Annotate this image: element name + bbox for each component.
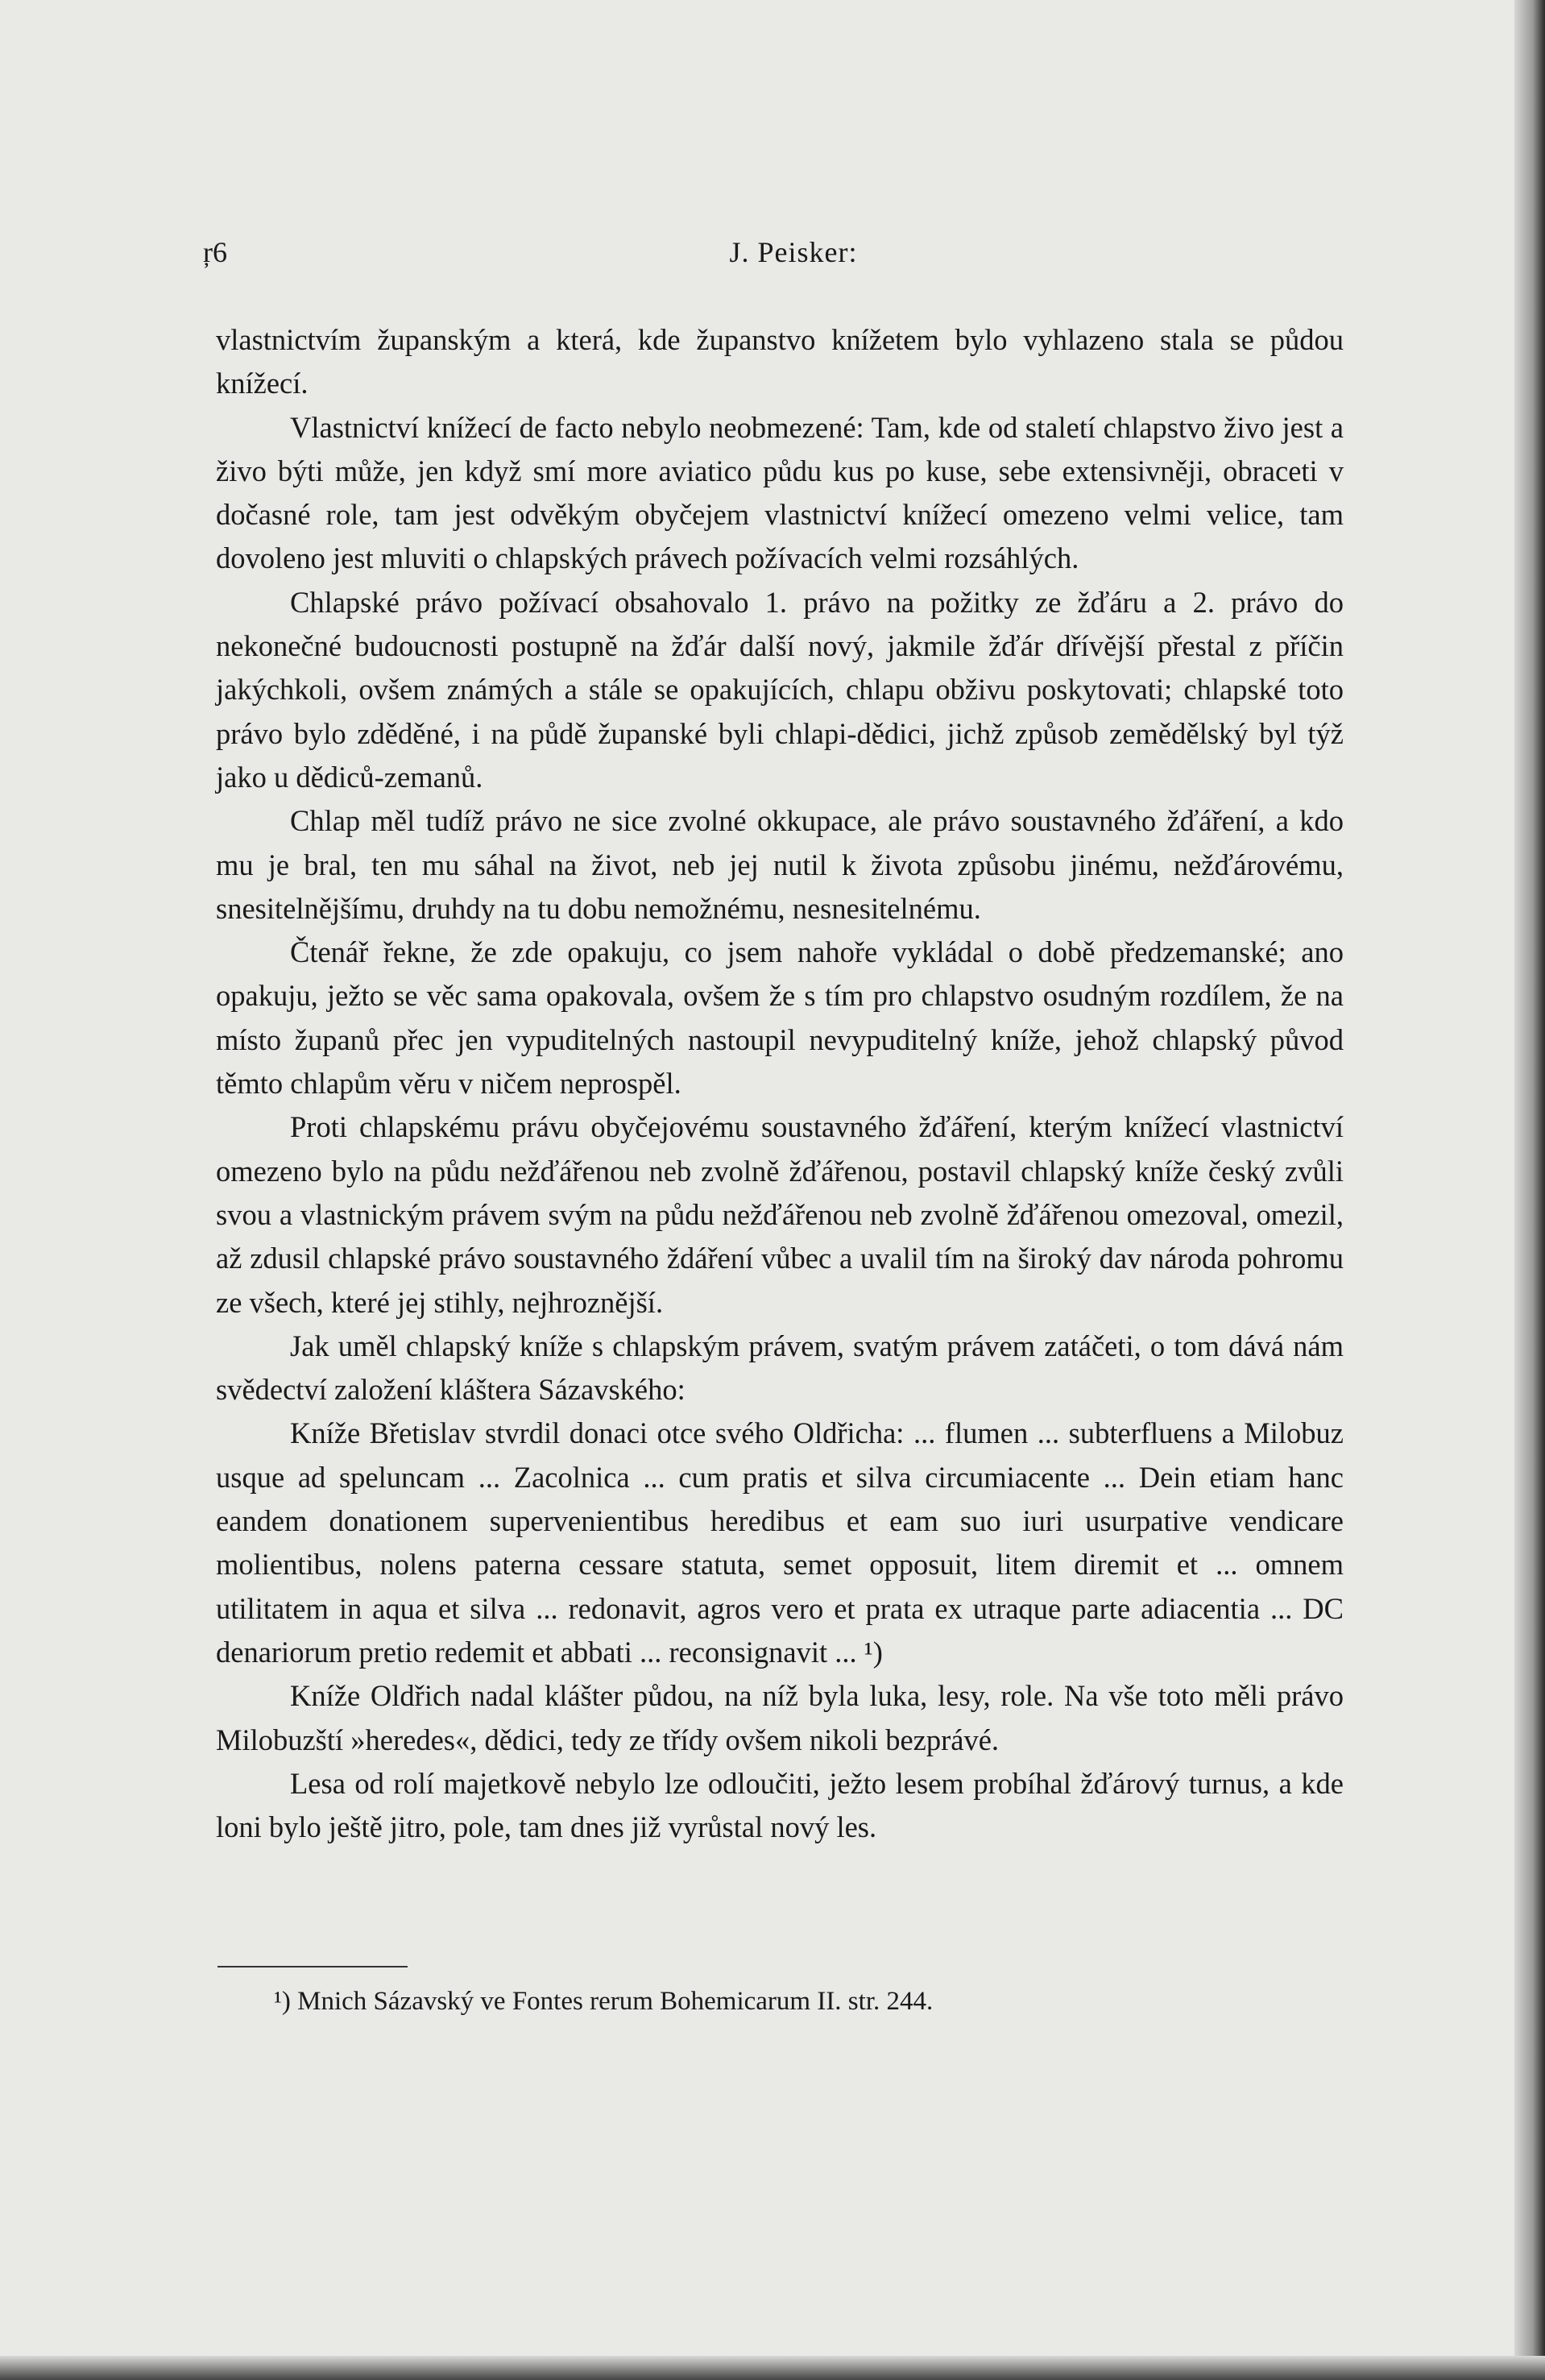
running-title: J. Peisker: bbox=[729, 236, 858, 268]
running-header bbox=[203, 235, 1384, 276]
page-number: ŗ6 bbox=[203, 236, 227, 268]
paragraph: vlastnictvím županským a která, kde županstvo knížetem bylo vyhlazeno stala se půdou knížecí. bbox=[216, 323, 1344, 400]
paragraph: Kníže Břetislav stvrdil donaci otce svého Oldřicha: ... flumen ... subterfluens a Milobuz usque ad speluncam ... Zacolnica ... cum pratis et silva circumiacente ... Dein etiam hanc eandem donationem supervenientibus heredibus et eam suo iuri usurpative vendicare molientibus, nolens paterna cessare statuta, semet opposuit, litem diremit et ... omnem utilitatem in aqua et silva ... redonavit, agros vero et prata ex utraque parte adiacentia ... DC denariorum pretio redemit et abbati ... reconsignavit ... ¹) bbox=[216, 1416, 1344, 1669]
page-edge-shadow bbox=[1514, 0, 1545, 2380]
paragraph: Chlapské právo požívací obsahovalo 1. právo na požitky ze žďáru a 2. právo do nekonečné budoucnosti postupně na žďár další nový, jakmile žďár dřívější přestal z příčin jakýchkoli, ovšem známých a stále se opakujících, chlapu obživu poskytovati; chlapské toto právo bylo zděděné, i na půdě županské byli chlapi-dědici, jichž způsob zemědělský byl týž jako u dědiců-zemanů. bbox=[216, 585, 1344, 794]
paragraph: Proti chlapskému právu obyčejovému soustavného žďáření, kterým knížecí vlastnictví omezeno bylo na půdu nežďářenou neb zvolně žďářenou, postavil chlapský kníže český zvůli svou a vlastnickým právem svým na půdu nežďářenou neb zvolně žďářenou omezoval, omezil, až zdusil chlapské právo soustavného ždáření vůbec a uvalil tím na široký dav národa pohromu ze všech, které jej stihly, nejhroznější. bbox=[216, 1110, 1344, 1319]
paragraph: Čtenář řekne, že zde opakuju, co jsem nahoře vykládal o době předzemanské; ano opakuju, ježto se věc sama opakovala, ovšem že s tím pro chlapstvo osudným rozdílem, že na místo županů přec jen vypuditelných nastoupil nevypuditelný kníže, jehož chlapský původ těmto chlapům věru v ničem neprospěl. bbox=[216, 935, 1344, 1101]
page-edge-shadow-bottom bbox=[0, 2356, 1545, 2380]
body-text bbox=[216, 318, 1344, 1849]
paragraph: Jak uměl chlapský kníže s chlapským právem, svatým právem zatáčeti, o tom dává nám svědectví založení kláštera Sázavského: bbox=[216, 1329, 1344, 1407]
paragraph: Lesa od rolí majetkově nebylo lze odloučiti, ježto lesem probíhal žďárový turnus, a kde loni bylo ještě jitro, pole, tam dnes již vyrůstal nový les. bbox=[216, 1766, 1344, 1844]
footnote-divider bbox=[217, 1966, 408, 1967]
paragraph: Kníže Oldřich nadal klášter půdou, na níž byla luka, lesy, role. Na vše toto měli právo Milobuzští »heredes«, dědici, tedy ze třídy ovšem nikoli bezprávé. bbox=[216, 1679, 1344, 1756]
paragraph: Vlastnictví knížecí de facto nebylo neobmezené: Tam, kde od staletí chlapstvo živo jest a živo býti může, jen když smí more aviatico půdu kus po kuse, sebe extensivněji, obraceti v dočasné role, tam jest odvěkým obyčejem vlastnictví knížecí omezeno velmi velice, tam dovoleno jest mluviti o chlapských právech požívacích velmi rozsáhlých. bbox=[216, 410, 1344, 575]
footnote: ¹) Mnich Sázavský ve Fontes rerum Bohemicarum II. str. 244. bbox=[274, 1987, 934, 2016]
paragraph: Chlap měl tudíž právo ne sice zvolné okkupace, ale právo soustavného žďáření, a kdo mu je bral, ten mu sáhal na život, neb jej nutil k života způsobu jinému, nežďárovému, snesitelnějšímu, druhdy na tu dobu nemožnému, nesnesitelnému. bbox=[216, 804, 1344, 925]
